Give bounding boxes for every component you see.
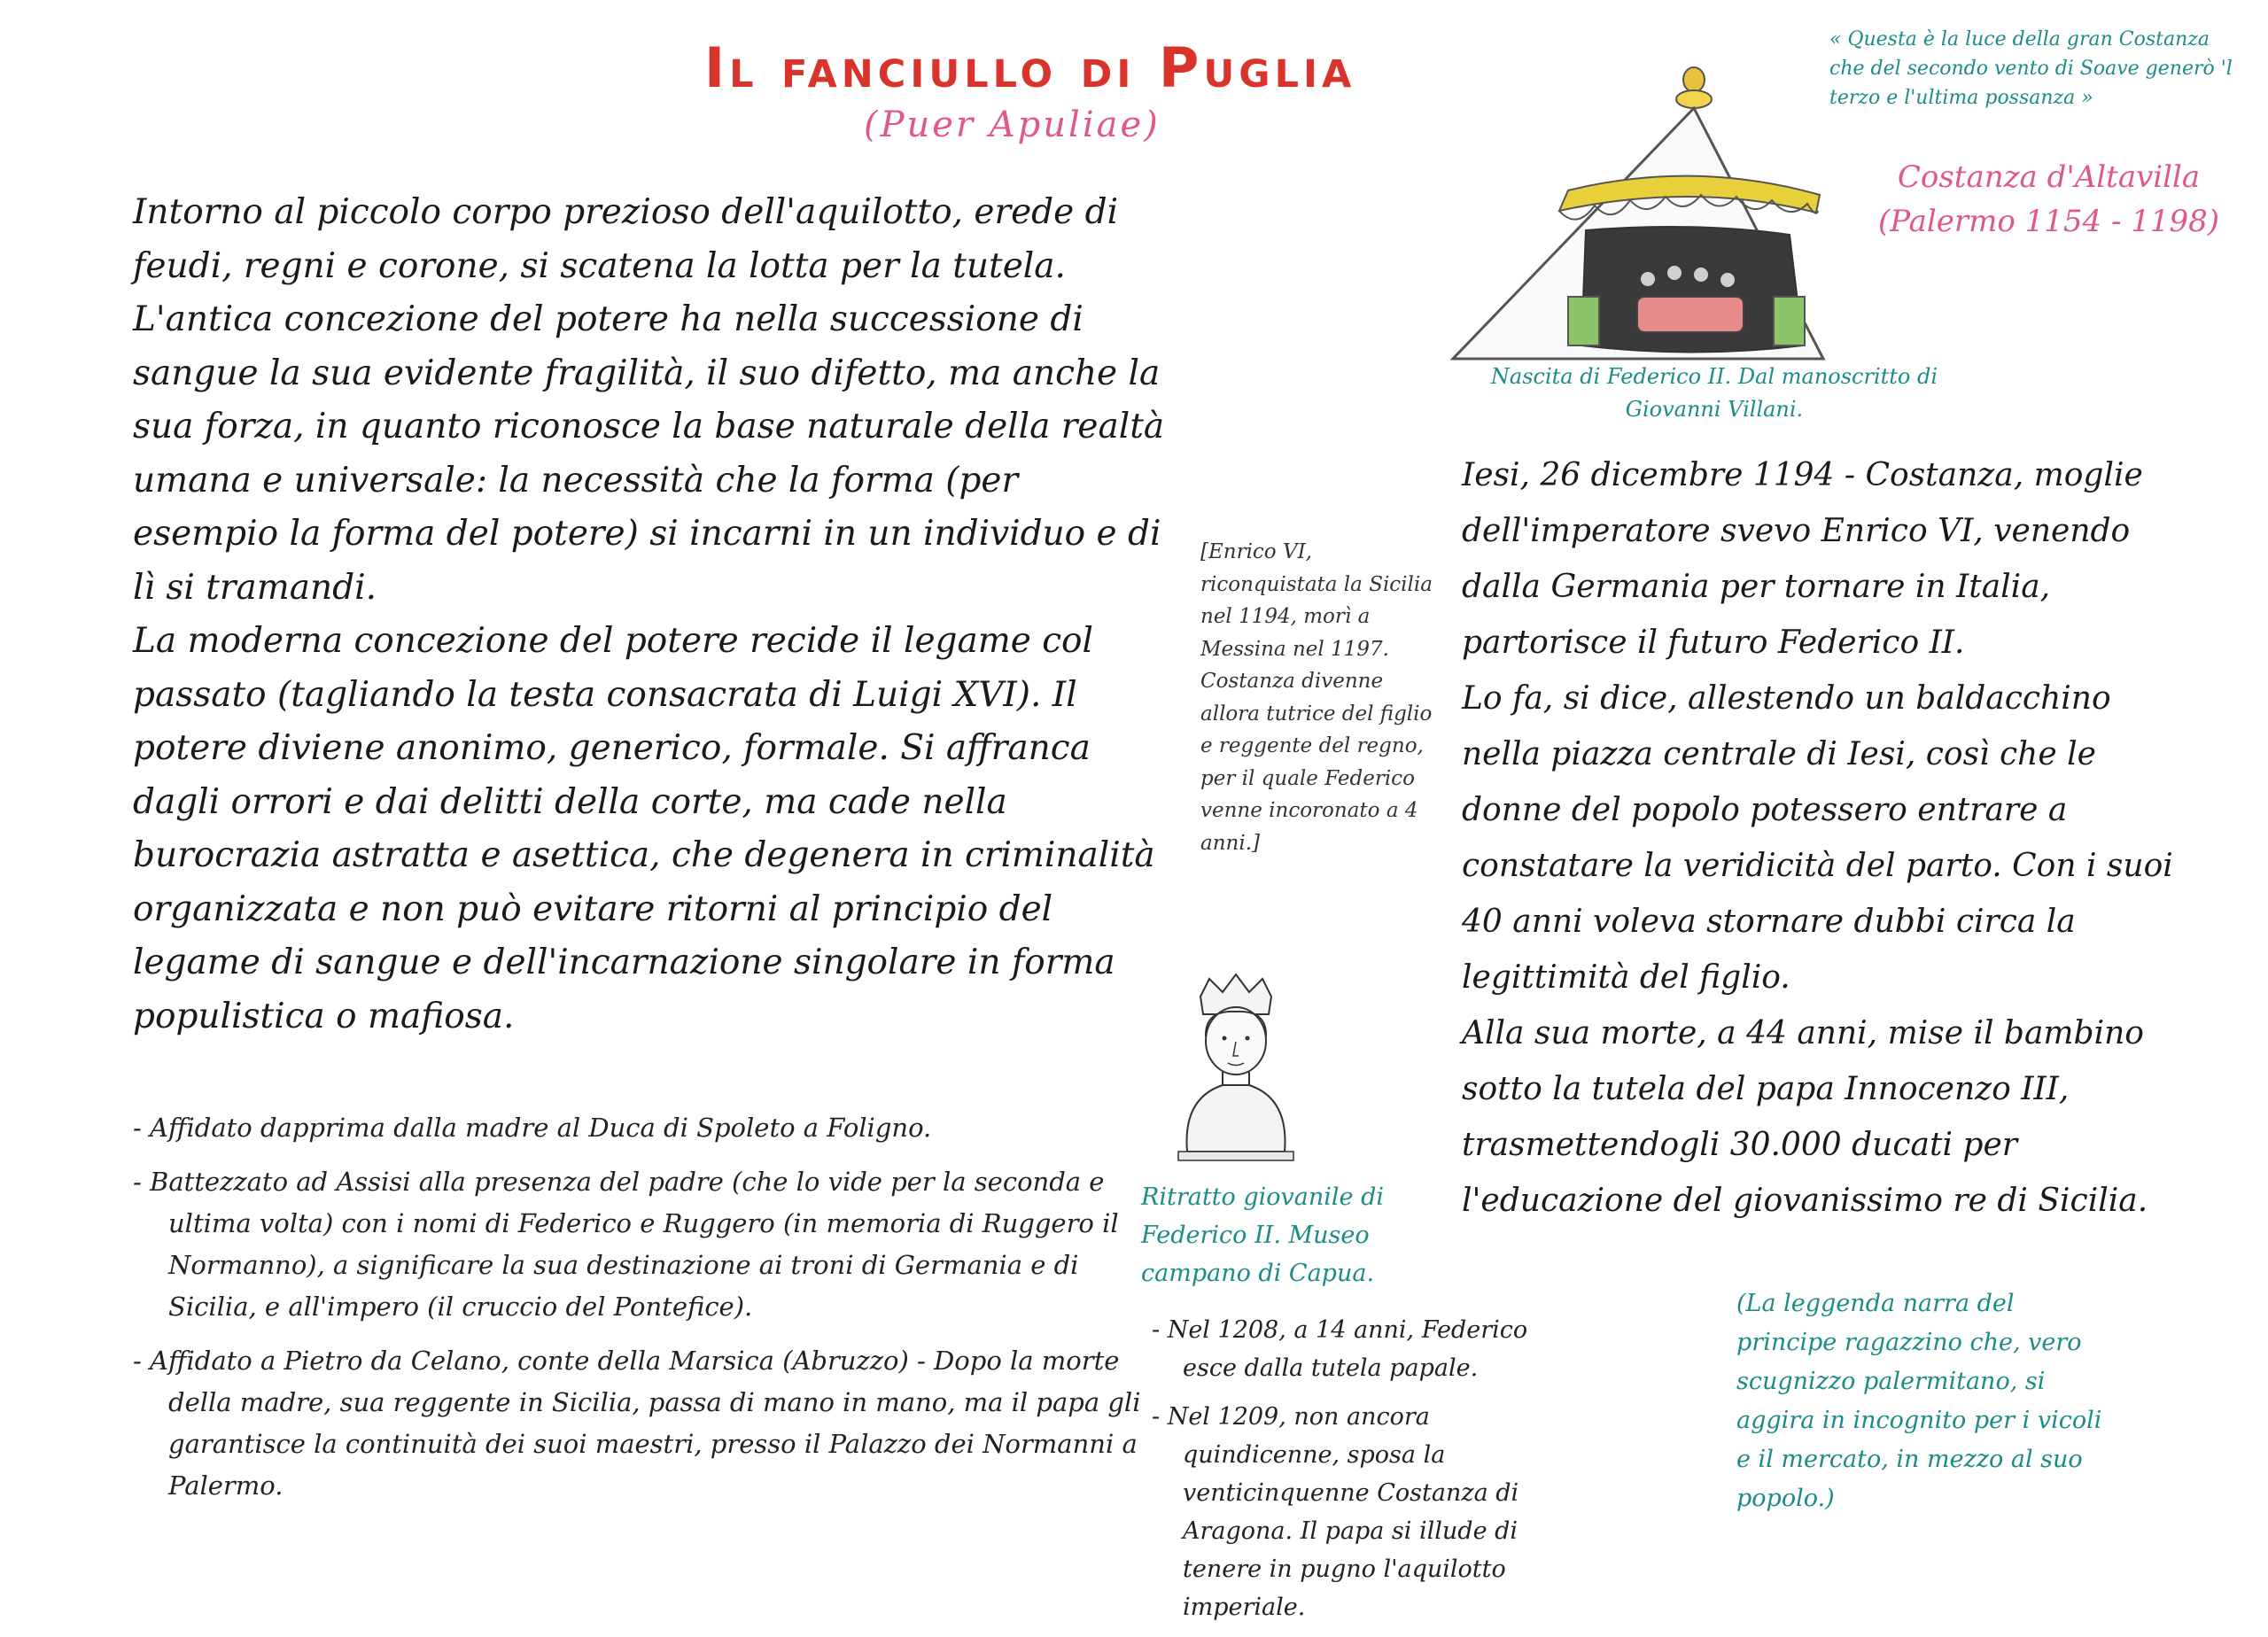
left-bullet-list — [133, 1107, 1152, 1519]
canopy-finial-top — [1683, 67, 1705, 92]
portrait-illustration — [1169, 974, 1302, 1169]
list-item: - Affidato a Pietro da Celano, conte della Marsica (Abruzzo) - Dopo la morte della madre, sua reggente in Sicilia, passa di mano in mano, ma il papa gli garantisce la continuità dei suoi maestri, presso il Palazzo dei Normanni a Palermo. — [133, 1346, 1141, 1501]
costanza-label — [1878, 155, 2219, 244]
portrait-caption: Ritratto giovanile di Federico II. Museo campano di Capua. — [1141, 1183, 1385, 1287]
list-item: - Nel 1208, a 14 anni, Federico esce dalla tutela papale. — [1152, 1316, 1528, 1382]
list-item: - Battezzato ad Assisi alla presenza del padre (che lo vide per la seconda e ultima volta) con i nomi di Federico e Ruggero (in memoria di Ruggero il Normanno), a significare la sua destinazione ai troni di Germania e di Sicilia, e all'impero (il cruccio del Pontefice). — [133, 1167, 1119, 1322]
main-paragraph: Intorno al piccolo corpo prezioso dell'aquilotto, erede di feudi, regni e corone, si scatena la lotta per la tutela. — [133, 192, 1119, 286]
bust — [1187, 1085, 1285, 1152]
bracket-note: [Enrico VI, riconquistata la Sicilia nel 1194, morì a Messina nel 1197. Costanza divenne allora tutrice del figlio e reggente del regno, per il quale Federico venne incoronato a 4 anni.] — [1200, 540, 1433, 855]
right-paragraph: Alla sua morte, a 44 anni, mise il bambino sotto la tutela del papa Innocenzo III, trasmettendogli 30.000 ducati per l'educazione del giovanissimo re di Sicilia. — [1462, 1015, 2148, 1219]
costanza-name: Costanza d'Altavilla — [1897, 159, 2201, 195]
main-paragraph: L'antica concezione del potere ha nella successione di sangue la sua evidente fragilità, il suo difetto, ma anche la sua forza, in quanto riconosce la base naturale della realtà umana e universale: la necessità che la forma (per esempio la forma del potere) si incarni in un individuo e di lì si tramandi. — [133, 299, 1165, 608]
canopy-bed — [1637, 297, 1744, 332]
legend-note: (La leggenda narra del principe ragazzino che, vero scugnizzo palermitano, si aggira in incognito per i vicoli e il mercato, in mezzo al suo popolo.) — [1736, 1290, 2102, 1512]
list-item: - Nel 1209, non ancora quindicenne, sposa la venticinquenne Costanza di Aragona. Il papa si illude di tenere in pugno l'aquilotto imperiale. — [1152, 1403, 1519, 1621]
right-paragraph: Lo fa, si dice, allestendo un baldacchino nella piazza centrale di Iesi, così che le donne del popolo potessero entrare a constatare la veridicità del parto. Con i suoi 40 anni voleva stornare dubbi circa la legittimità del figlio. — [1462, 680, 2173, 996]
canopy-illustration — [1435, 53, 1843, 372]
canopy-caption: Nascita di Federico II. Dal manoscritto di Giovanni Villani. — [1490, 364, 1938, 422]
right-paragraph: Iesi, 26 dicembre 1194 - Costanza, moglie dell'imperatore svevo Enrico VI, venendo dalla Germania per tornare in Italia, partorisce il futuro Federico II. — [1462, 457, 2143, 661]
costanza-dates: (Palermo 1154 - 1198) — [1878, 204, 2220, 239]
canopy-chamber — [1581, 227, 1803, 353]
page-subtitle: (Puer Apuliae) — [864, 105, 1161, 145]
right-text-block — [1462, 447, 2188, 1229]
page-title: Il fanciullo di Puglia — [704, 35, 1356, 100]
canopy-finial-bowl — [1676, 90, 1712, 108]
dante-quote: « Questa è la luce della gran Costanza che del secondo vento di Soave generò 'l terzo e l'ultima possanza » — [1829, 28, 2233, 109]
list-item: - Affidato dapprima dalla madre al Duca di Spoleto a Foligno. — [133, 1113, 932, 1143]
main-text-block — [133, 186, 1169, 1043]
mid-bullet-list — [1152, 1311, 1577, 1637]
main-paragraph: La moderna concezione del potere recide il legame col passato (tagliando la testa consacrata di Luigi XVI). Il potere diviene anonimo, generico, formale. Si affranca dagli orrori e dai delitti della corte, ma cade nella burocrazia astratta e asettica, che degenera in criminalità organizzata e non può evitare ritorni al principio del legame di sangue e dell'incarnazione singolare in forma populistica o mafiosa. — [133, 621, 1155, 1036]
